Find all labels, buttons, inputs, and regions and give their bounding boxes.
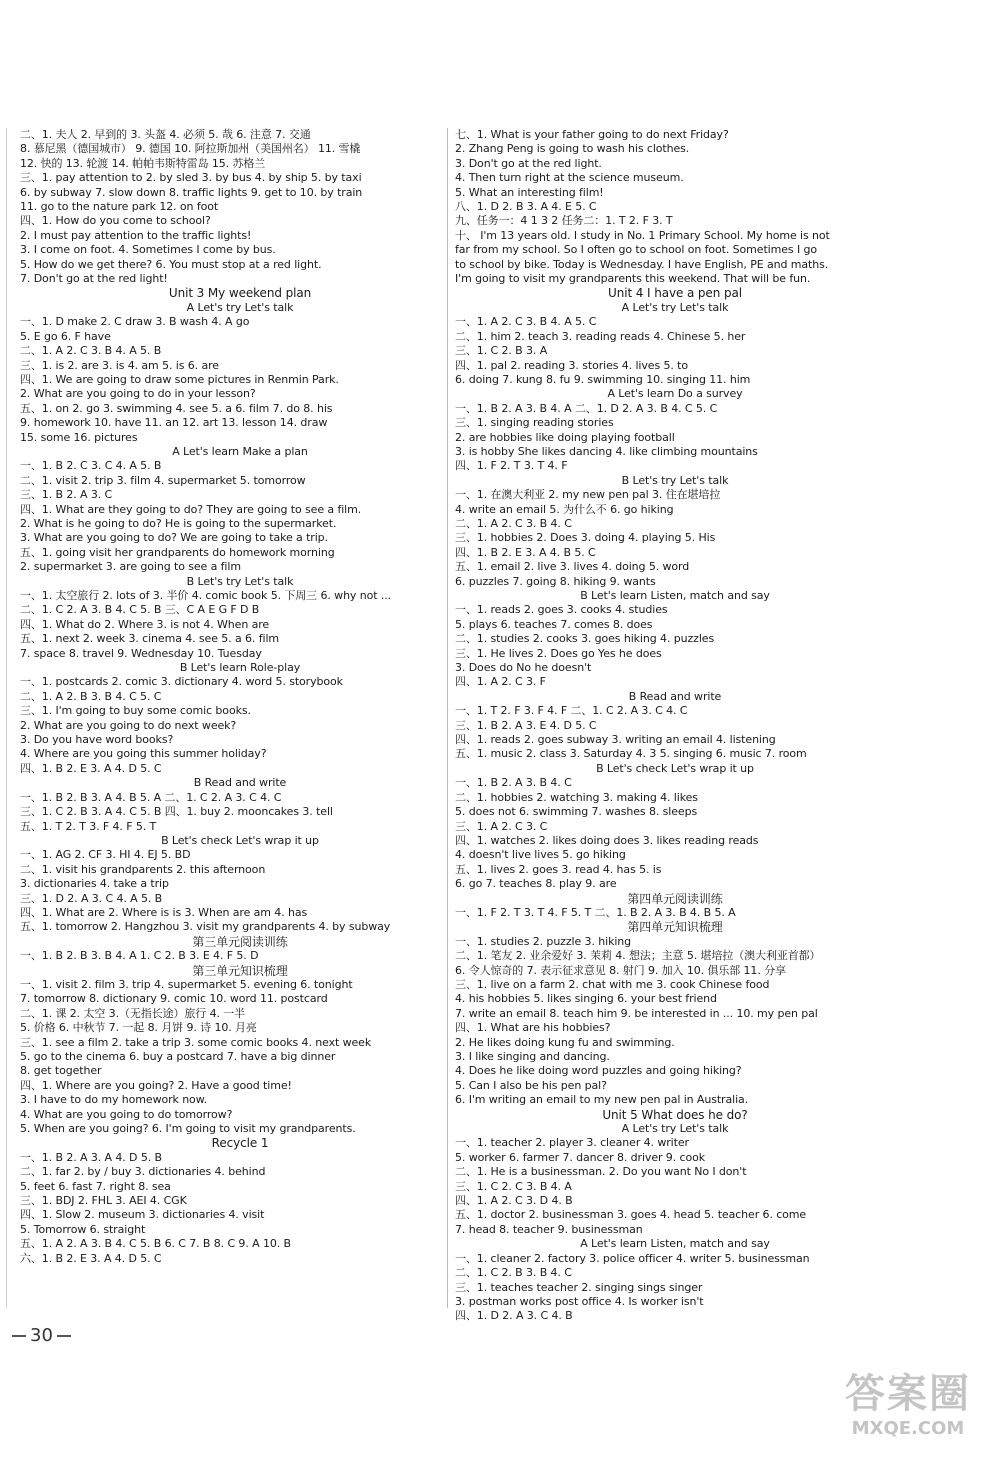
answer-line: 一、1. 在澳大利亚 2. my new pen pal 3. 住在堪培拉 (455, 488, 721, 502)
answer-line: 二、1. visit 2. trip 3. film 4. supermarket 5. tomorrow (20, 473, 306, 487)
answer-line: 一、1. postcards 2. comic 3. dictionary 4. word 5. storybook (20, 675, 343, 689)
answer-line: 5. worker 6. farmer 7. dancer 8. driver 9. cook (455, 1150, 705, 1164)
answer-line: 三、1. BDJ 2. FHL 3. AEI 4. CGK (20, 1194, 187, 1208)
answer-line: 一、1. T 2. F 3. F 4. F 二、1. C 2. A 3. C 4. C (455, 704, 688, 718)
answer-line: far from my school. So I often go to school on foot. Sometimes I go (455, 243, 817, 257)
answer-line: 三、1. C 2. B 3. A 4. C 5. B 四、1. buy 2. mooncakes 3. tell (20, 805, 333, 819)
subsection-heading: A Let's try Let's talk (621, 300, 729, 314)
answer-line: 四、1. A 2. C 3. F (455, 675, 546, 689)
answer-line: 9. homework 10. have 11. an 12. art 13. lesson 14. draw (20, 416, 328, 430)
answer-line: 一、1. 太空旅行 2. lots of 3. 半价 4. comic book 5. 下周三 6. why not ... (20, 589, 392, 602)
answer-line: 四、1. What are they going to do? They are going to see a film. (20, 502, 362, 516)
answer-line: 3. Does do No he doesn't (455, 661, 592, 675)
answer-line: I'm going to visit my grandparents this weekend. That will be fun. (455, 272, 811, 286)
answer-line: 3. postman works post office 4. Is worker isn't (455, 1294, 704, 1308)
answer-line: 二、1. A 2. B 3. B 4. C 5. C (20, 689, 162, 703)
subsection-heading: A Let's try Let's talk (186, 300, 294, 314)
left-margin-rule (6, 128, 7, 1308)
answer-line: 5. How do we get there? 6. You must stop at a red light. (20, 257, 322, 271)
subsection-heading: B Let's check Let's wrap it up (596, 761, 754, 775)
answer-line: 7. head 8. teacher 9. businessman (455, 1222, 643, 1236)
answer-line: 6. by subway 7. slow down 8. traffic lights 9. get to 10. by train (20, 185, 363, 199)
answer-line: 15. some 16. pictures (20, 430, 138, 444)
answer-line: 一、1. A 2. C 3. B 4. A 5. C (455, 315, 597, 329)
answer-line: 五、1. on 2. go 3. swimming 4. see 5. a 6. film 7. do 8. his (20, 401, 333, 415)
answer-line: 四、1. pal 2. reading 3. stories 4. lives 5. to (455, 358, 689, 372)
answer-line: 二、1. hobbies 2. watching 3. making 4. likes (455, 790, 698, 804)
answer-line: 6. 令人惊奇的 7. 表示征求意见 8. 射门 9. 加入 10. 俱乐部 11. 分享 (455, 963, 786, 977)
answer-line: 6. doing 7. kung 8. fu 9. swimming 10. singing 11. him (455, 372, 751, 386)
answer-line: 三、1. I'm going to buy some comic books. (20, 704, 251, 718)
answer-line: 三、1. C 2. C 3. B 4. A (455, 1179, 572, 1193)
subsection-heading: B Read and write (628, 689, 722, 703)
section-heading: Unit 4 I have a pen pal (608, 286, 742, 301)
answer-line: 二、1. far 2. by / buy 3. dictionaries 4. behind (20, 1165, 266, 1179)
section-heading: 第三单元阅读训练 (192, 934, 288, 949)
page-number-text: 30 (30, 1325, 53, 1346)
subsection-heading: B Let's try Let's talk (186, 574, 294, 588)
answer-line: 二、1. A 2. C 3. B 4. A 5. B (20, 344, 162, 358)
answer-line: 6. puzzles 7. going 8. hiking 9. wants (455, 574, 656, 588)
answer-line: 五、1. T 2. T 3. F 4. F 5. T (20, 819, 157, 833)
subsection-heading: A Let's learn Make a plan (172, 444, 308, 458)
answer-line: 四、1. A 2. C 3. D 4. B (455, 1194, 573, 1208)
answer-line: 三、1. D 2. A 3. C 4. A 5. B (20, 891, 163, 905)
answer-line: 三、1. teaches teacher 2. singing sings singer (455, 1280, 703, 1294)
watermark-site-text: MXQE.COM (851, 1418, 965, 1439)
section-heading: Unit 5 What does he do? (602, 1107, 748, 1122)
subsection-heading: A Let's learn Listen, match and say (580, 1237, 770, 1251)
answer-line: 4. What are you going to do tomorrow? (20, 1107, 233, 1121)
answer-line: 2. What is he going to do? He is going to the supermarket. (20, 516, 337, 530)
answer-line: 5. feet 6. fast 7. right 8. sea (20, 1179, 171, 1193)
answer-line: 3. Do you have word books? (20, 733, 174, 747)
right-answer-column (455, 128, 895, 1324)
answer-line: 3. I like singing and dancing. (455, 1050, 610, 1063)
section-heading: 第三单元知识梳理 (192, 963, 288, 978)
answer-line: 7. write an email 8. teach him 9. be interested in ... 10. my pen pal (455, 1006, 818, 1020)
answer-line: 一、1. B 2. A 3. B 4. A 二、1. D 2. A 3. B 4. C 5. C (455, 401, 718, 415)
answer-line: 3. What are you going to do? We are going to take a trip. (20, 531, 328, 545)
answer-line: 一、1. studies 2. puzzle 3. hiking (455, 934, 632, 948)
answer-line: 一、1. reads 2. goes 3. cooks 4. studies (455, 603, 668, 617)
page-number (8, 1325, 75, 1346)
answer-line: 七、1. What is your father going to do next Friday? (455, 128, 729, 141)
answer-line: 一、1. B 2. A 3. A 4. D 5. B (20, 1150, 162, 1164)
section-heading: Unit 3 My weekend plan (168, 286, 312, 301)
answer-line: 四、1. What are 2. Where is is 3. When are am 4. has (20, 905, 308, 919)
subsection-heading: B Let's check Let's wrap it up (161, 833, 319, 847)
answer-line: 四、1. Where are you going? 2. Have a good time! (20, 1078, 292, 1092)
answer-line: 五、1. music 2. class 3. Saturday 4. 3 5. singing 6. music 7. room (455, 747, 807, 761)
answer-line: 5. go to the cinema 6. buy a postcard 7. have a big dinner (20, 1050, 336, 1063)
answer-line: 四、1. What do 2. Where 3. is not 4. When are (20, 617, 270, 631)
answer-line: 三、1. A 2. C 3. C (455, 819, 548, 833)
answer-line: 一、1. visit 2. film 3. trip 4. supermarket 5. evening 6. tonight (20, 977, 353, 991)
answer-line: 四、1. We are going to draw some pictures in Renmin Park. (20, 372, 339, 386)
answer-line: 4. doesn't live lives 5. go hiking (455, 848, 626, 862)
answer-line: 5. does not 6. swimming 7. washes 8. sleeps (455, 805, 698, 819)
watermark-logo-text: 答案圈 (845, 1371, 971, 1417)
answer-line: 五、1. going visit her grandparents do homework morning (20, 545, 335, 559)
watermark-logo (828, 1370, 988, 1448)
answer-line: 一、1. B 2. C 3. C 4. A 5. B (20, 459, 162, 473)
answer-line: 三、1. see a film 2. take a trip 3. some comic books 4. next week (20, 1035, 372, 1049)
answer-line: 四、1. Slow 2. museum 3. dictionaries 4. visit (20, 1208, 265, 1222)
answer-line: 4. Then turn right at the science museum. (455, 171, 684, 185)
answer-line: 3. I have to do my homework now. (20, 1093, 207, 1107)
answer-line: 三、1. pay attention to 2. by sled 3. by bus 4. by ship 5. by taxi (20, 171, 362, 185)
answer-line: 2. I must pay attention to the traffic lights! (20, 228, 252, 242)
subsection-heading: A Let's try Let's talk (621, 1122, 729, 1136)
answer-line: to school by bike. Today is Wednesday. I have English, PE and maths. (455, 257, 829, 271)
answer-line: 四、1. B 2. E 3. A 4. D 5. C (20, 761, 162, 775)
answer-line: 一、1. teacher 2. player 3. cleaner 4. writer (455, 1136, 689, 1150)
answer-line: 五、1. email 2. live 3. lives 4. doing 5. word (455, 560, 690, 574)
section-heading: 第四单元知识梳理 (627, 920, 723, 935)
answer-line: 三、1. He lives 2. Does go Yes he does (455, 646, 662, 660)
answer-line: 3. Don't go at the red light. (455, 156, 602, 170)
answer-line: 三、1. singing reading stories (455, 416, 614, 430)
answer-line: 4. write an email 5. 为什么不 6. go hiking (455, 502, 674, 516)
column-divider (447, 128, 448, 1308)
answer-line: 6. I'm writing an email to my new pen pal in Australia. (455, 1093, 749, 1107)
answer-line: 2. What are you going to do next week? (20, 718, 237, 732)
answer-line: 二、1. 笔友 2. 业余爱好 3. 茉莉 4. 想法；主意 5. 堪培拉（澳大利亚首都） (455, 949, 821, 963)
answer-line: 2. are hobbies like doing playing football (455, 430, 675, 444)
answer-line: 四、1. reads 2. goes subway 3. writing an email 4. listening (455, 733, 776, 747)
answer-line: 3. dictionaries 4. take a trip (20, 877, 169, 891)
answer-line: 5. When are you going? 6. I'm going to visit my grandparents. (20, 1122, 356, 1136)
answer-line: 一、1. D make 2. C draw 3. B wash 4. A go (20, 315, 250, 329)
answer-line: 2. Zhang Peng is going to wash his clothes. (455, 142, 690, 156)
answer-line: 7. tomorrow 8. dictionary 9. comic 10. word 11. postcard (20, 992, 328, 1006)
answer-line: 三、1. live on a farm 2. chat with me 3. cook Chinese food (455, 977, 770, 991)
answer-line: 5. plays 6. teaches 7. comes 8. does (455, 617, 653, 631)
left-answer-column (20, 128, 460, 1266)
answer-line: 十、 I'm 13 years old. I study in No. 1 Primary School. My home is not (455, 228, 830, 242)
answer-line: 4. Does he like doing word puzzles and going hiking? (455, 1064, 742, 1078)
answer-line: 8. 慕尼黑（德国城市） 9. 德国 10. 阿拉斯加州（美国州名） 11. 雪橇 (20, 142, 361, 156)
answer-line: 二、1. C 2. B 3. B 4. C (455, 1266, 572, 1280)
answer-line: 二、1. He is a businessman. 2. Do you want No I don't (455, 1165, 747, 1179)
answer-line: 三、1. hobbies 2. Does 3. doing 4. playing 5. His (455, 531, 716, 545)
answer-line: 三、1. is 2. are 3. is 4. am 5. is 6. are (20, 358, 219, 372)
answer-line: 五、1. doctor 2. businessman 3. goes 4. head 5. teacher 6. come (455, 1208, 807, 1222)
answer-line: 四、1. D 2. A 3. C 4. B (455, 1309, 573, 1323)
answer-line: 二、1. studies 2. cooks 3. goes hiking 4. puzzles (455, 632, 715, 646)
answer-line: 3. I come on foot. 4. Sometimes I come by bus. (20, 243, 276, 257)
answer-line: 六、1. B 2. E 3. A 4. D 5. C (20, 1251, 162, 1265)
answer-line: 5. What an interesting film! (455, 185, 604, 199)
answer-line: 四、1. B 2. E 3. A 4. B 5. C (455, 545, 596, 559)
section-heading: 第四单元阅读训练 (627, 891, 723, 906)
section-heading: Recycle 1 (211, 1136, 269, 1151)
answer-line: 三、1. C 2. B 3. A (455, 344, 548, 358)
answer-line: 5. Can I also be his pen pal? (455, 1078, 607, 1092)
answer-line: 4. Where are you going this summer holiday? (20, 747, 267, 761)
answer-line: 三、1. B 2. A 3. E 4. D 5. C (455, 718, 597, 732)
answer-line: 九、任务一：4 1 3 2 任务二：1. T 2. F 3. T (455, 214, 673, 228)
answer-line: 四、1. watches 2. likes doing does 3. likes reading reads (455, 833, 759, 847)
answer-line: 一、1. AG 2. CF 3. HI 4. EJ 5. BD (20, 848, 191, 862)
answer-line: 二、1. him 2. teach 3. reading reads 4. Chinese 5. her (455, 329, 746, 343)
answer-line: 7. space 8. travel 9. Wednesday 10. Tuesday (20, 646, 262, 660)
answer-line: 12. 快的 13. 轮渡 14. 帕帕韦斯特雷岛 15. 苏格兰 (20, 156, 266, 170)
answer-line: 6. go 7. teaches 8. play 9. are (455, 877, 617, 891)
answer-line: 二、1. 夫人 2. 早到的 3. 头盔 4. 必须 5. 哉 6. 注意 7. 交通 (20, 128, 311, 141)
answer-line: 五、1. next 2. week 3. cinema 4. see 5. a 6. film (20, 632, 280, 646)
answer-line: 5. Tomorrow 6. straight (20, 1222, 146, 1236)
answer-line: 8. get together (20, 1064, 102, 1078)
subsection-heading: B Read and write (193, 776, 287, 790)
subsection-heading: B Let's learn Role-play (179, 661, 301, 675)
answer-line: 二、1. C 2. A 3. B 4. C 5. B 三、C A E G F D B (20, 603, 260, 617)
answer-line: 一、1. B 2. A 3. B 4. C (455, 776, 572, 790)
answer-line: 7. Don't go at the red light! (20, 272, 168, 286)
answer-line: 四、1. What are his hobbies? (455, 1021, 611, 1035)
answer-line: 3. is hobby She likes dancing 4. like climbing mountains (455, 444, 758, 458)
answer-line: 三、1. B 2. A 3. C (20, 488, 113, 502)
answer-line: 一、1. cleaner 2. factory 3. police officer 4. writer 5. businessman (455, 1251, 810, 1265)
answer-line: 五、1. lives 2. goes 3. read 4. has 5. is (455, 862, 662, 876)
answer-line: 5. 价格 6. 中秋节 7. 一起 8. 月饼 9. 诗 10. 月亮 (20, 1021, 257, 1035)
subsection-heading: A Let's learn Do a survey (607, 387, 743, 401)
answer-line: 5. E go 6. F have (20, 329, 111, 343)
answer-line: 一、1. B 2. B 3. B 4. A 1. C 2. B 3. E 4. F 5. D (20, 949, 259, 963)
answer-line: 2. supermarket 3. are going to see a film (20, 560, 241, 574)
answer-line: 一、1. B 2. B 3. A 4. B 5. A 二、1. C 2. A 3. C 4. C (20, 790, 282, 804)
answer-line: 11. go to the nature park 12. on foot (20, 200, 219, 214)
answer-line: 二、1. A 2. C 3. B 4. C (455, 516, 572, 530)
subsection-heading: B Let's learn Listen, match and say (580, 589, 770, 602)
answer-line: 八、1. D 2. B 3. A 4. E 5. C (455, 200, 597, 214)
answer-line: 二、1. visit his grandparents 2. this afternoon (20, 862, 266, 876)
answer-line: 五、1. A 2. A 3. B 4. C 5. B 6. C 7. B 8. C 9. A 10. B (20, 1237, 291, 1251)
answer-line: 四、1. F 2. T 3. T 4. F (455, 459, 568, 473)
answer-line: 2. He likes doing kung fu and swimming. (455, 1035, 675, 1049)
subsection-heading: B Let's try Let's talk (621, 473, 729, 487)
answer-line: 2. What are you going to do in your lesson? (20, 387, 256, 401)
answer-line: 四、1. How do you come to school? (20, 214, 211, 228)
answer-line: 二、1. 课 2. 太空 3.（无指长途）旅行 4. 一半 (20, 1006, 246, 1020)
answer-line: 一、1. F 2. T 3. T 4. F 5. T 二、1. B 2. A 3. B 4. B 5. A (455, 905, 736, 919)
answer-line: 五、1. tomorrow 2. Hangzhou 3. visit my grandparents 4. by subway (20, 920, 391, 934)
answer-line: 4. his hobbies 5. likes singing 6. your best friend (455, 992, 717, 1006)
